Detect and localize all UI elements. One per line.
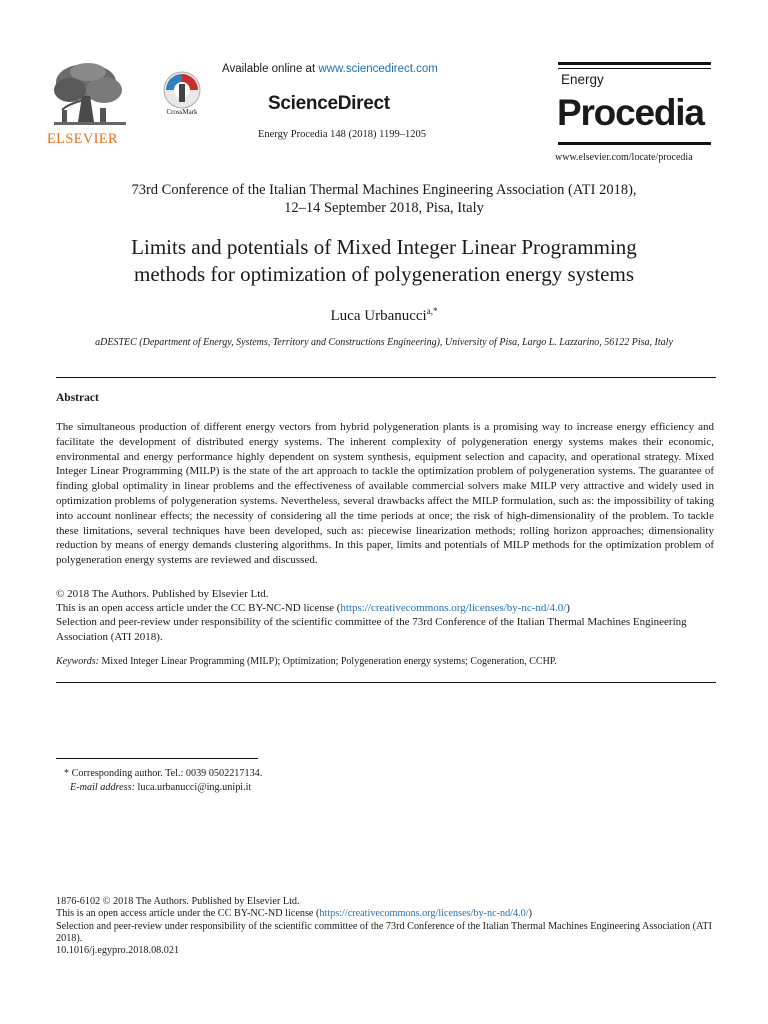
author-superscript: a,* [426, 306, 438, 316]
corresponding-author: * Corresponding author. Tel.: 0039 0502217134. [64, 768, 263, 779]
page-footer [56, 896, 716, 957]
footnote-rule [56, 758, 258, 759]
available-online-line [222, 63, 438, 75]
conference-line-1: 73rd Conference of the Italian Thermal Machines Engineering Association (ATI 2018), [131, 182, 637, 198]
keywords-text: Mixed Integer Linear Programming (MILP); Optimization; Polygeneration energy systems; Cogeneration, CCHP. [98, 656, 557, 667]
conference-info [60, 181, 708, 217]
keywords-label: Keywords: [56, 656, 99, 667]
elsevier-wordmark: ELSEVIER [47, 131, 118, 147]
abstract-body: The simultaneous production of different energy vectors from hybrid polygeneration plants is a promising way to increase energy efficiency and facilitate the development of distributed energy systems. The inherent complexity of polygeneration energy systems makes their economic, environmental and energy performance highly dependent on system synthesis, equipment selection and capacity, and operational strategy. Mixed Integer Linear Programming (MILP) is the state of the art approach to tackle the optimization problem of polygeneration systems. The guarantee of finding global optimality in linear problems and the effectiveness of available commercial solvers make MILP very attractive and widely used in optimization problems of polygeneration systems. Nevertheless, several drawbacks affect the MILP formulation, such as: the impossibility of taking into account nonlinear effects; the necessity of considering all the time periods at once; the risk of high-dimensionality of the problem. To tackle these limitations, several techniques have been developed, such as: piecewise linearization methods; rolling horizon approaches; dimensionality reduction by means of energy demands clustering algorithms. In this paper, limits and potentials of MILP methods for the optimization problem of polygeneration energy systems are reviewed and discussed. [56, 421, 714, 567]
author-name: Luca Urbanucci [330, 308, 427, 324]
title-line-2: methods for optimization of polygeneration energy systems [133, 262, 634, 286]
abstract-heading: Abstract [56, 392, 99, 404]
title-line-1: Limits and potentials of Mixed Integer Linear Programming [131, 235, 637, 259]
footer-license-line [56, 908, 716, 920]
affiliation: aDESTEC (Department of Energy, Systems, Territory and Constructions Engineering), University of Pisa, Largo L. Lazzarino, 56122 Pisa, Italy [95, 337, 673, 348]
sciencedirect-logo: ScienceDirect [268, 93, 390, 114]
license-line [56, 601, 714, 615]
journal-citation: Energy Procedia 148 (2018) 1199–1205 [258, 129, 426, 140]
available-online-prefix: Available online at [222, 63, 319, 75]
crossmark-label: CrossMark [166, 108, 198, 116]
footer-license-suffix: ) [528, 908, 532, 920]
license-prefix: This is an open access article under the CC BY-NC-ND license ( [56, 602, 341, 615]
email-address[interactable]: luca.urbanucci@ing.unipi.it [135, 782, 252, 793]
copyright-line: © 2018 The Authors. Published by Elsevier Ltd. [56, 588, 269, 600]
footer-license-prefix: This is an open access article under the CC BY-NC-ND license ( [56, 908, 320, 920]
divider-bottom [56, 682, 716, 683]
divider-top [56, 377, 716, 378]
footer-peer-review: Selection and peer-review under responsibility of the scientific committee of the 73rd Conference of the Italian Thermal Machines Engineering Association (ATI 2018). [56, 920, 712, 944]
doi-line[interactable]: 10.1016/j.egypro.2018.08.021 [56, 945, 180, 957]
journal-name-small: Energy [561, 72, 604, 87]
author-line [0, 306, 768, 325]
journal-name-large: Procedia [557, 92, 704, 133]
footer-license-link[interactable]: https://creativecommons.org/licenses/by-nc-nd/4.0/ [319, 908, 529, 920]
license-block [56, 587, 714, 644]
email-line [64, 781, 262, 795]
email-label: E-mail address: [70, 782, 135, 793]
sciencedirect-link[interactable]: www.sciencedirect.com [318, 63, 438, 75]
conference-line-2: 12–14 September 2018, Pisa, Italy [284, 200, 484, 216]
journal-url[interactable]: www.elsevier.com/locate/procedia [555, 152, 693, 163]
license-link[interactable]: https://creativecommons.org/licenses/by-nc-nd/4.0/ [340, 602, 567, 615]
keywords-line [56, 656, 714, 667]
issn-line: 1876-6102 © 2018 The Authors. Published by Elsevier Ltd. [56, 896, 300, 907]
license-suffix: ) [566, 602, 570, 615]
peer-review-line: Selection and peer-review under responsibility of the scientific committee of the 73rd Conference of the Italian Thermal Machines Engineering Association (ATI 2018). [56, 616, 687, 643]
paper-title [50, 234, 718, 288]
footnote [64, 767, 262, 795]
